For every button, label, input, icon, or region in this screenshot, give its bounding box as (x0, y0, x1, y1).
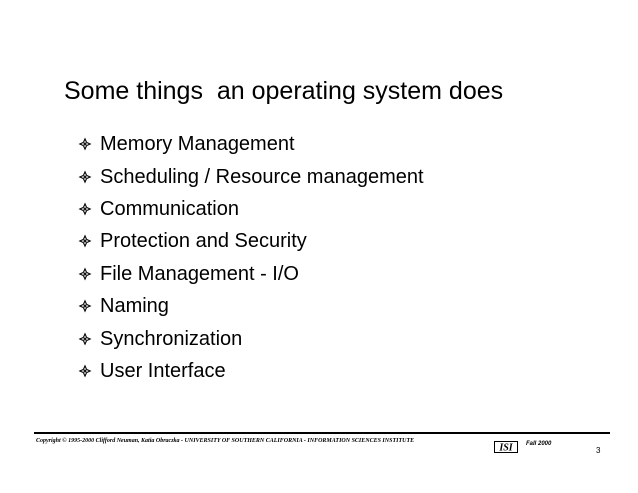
bullet-item (78, 128, 424, 160)
bullet-item (78, 258, 424, 290)
diamond-bullet-icon (78, 137, 100, 151)
slide-title: Some things an operating system does (64, 77, 504, 105)
bullet-label: Communication (100, 197, 239, 220)
bullet-label: Naming (100, 295, 169, 318)
bullet-item (78, 290, 424, 322)
copyright-text: Copyright © 1995-2000 Clifford Neuman, Katia Obraczka - UNIVERSITY OF SOUTHERN CALIFORNIA - INFORMATION SCIENCES INSTITUTE (36, 438, 415, 444)
bullet-label: Protection and Security (100, 230, 307, 253)
diamond-bullet-icon (78, 299, 100, 313)
term-label: Fall 2000 (526, 441, 552, 447)
bullet-item (78, 322, 424, 354)
bullet-list (78, 128, 424, 387)
diamond-bullet-icon (78, 267, 100, 281)
diamond-bullet-icon (78, 170, 100, 184)
diamond-bullet-icon (78, 332, 100, 346)
bullet-label: User Interface (100, 359, 226, 382)
page-number: 3 (596, 446, 601, 455)
bullet-label: Synchronization (100, 327, 243, 350)
footer-divider (34, 432, 610, 434)
svg-text:ISI: ISI (499, 442, 513, 453)
bullet-item (78, 160, 424, 192)
isi-logo (494, 440, 518, 452)
diamond-bullet-icon (78, 202, 100, 216)
diamond-bullet-icon (78, 364, 100, 378)
bullet-item (78, 193, 424, 225)
bullet-label: File Management - I/O (100, 262, 299, 285)
bullet-item (78, 355, 424, 387)
bullet-label: Memory Management (100, 133, 295, 156)
diamond-bullet-icon (78, 234, 100, 248)
bullet-item (78, 225, 424, 257)
bullet-label: Scheduling / Resource management (100, 165, 424, 188)
